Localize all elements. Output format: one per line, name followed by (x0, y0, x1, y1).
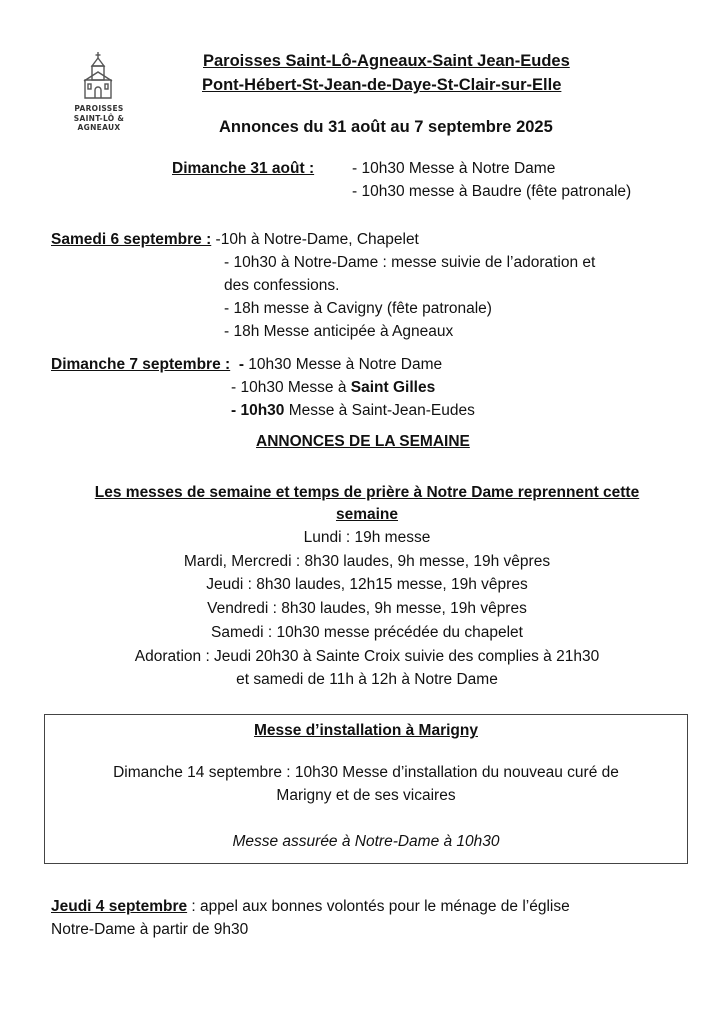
thursday-label: Jeudi 4 septembre (51, 898, 188, 915)
announce-title: Annonces du 31 août au 7 septembre 2025 (219, 118, 553, 136)
week-line-friday: Vendredi : 8h30 laudes, 9h messe, 19h vêpres (207, 600, 527, 617)
sunday7-third-bold: - 10h30 (231, 402, 285, 419)
saturday6-item-1: - 10h30 à Notre-Dame : messe suivie de l’adoration et (224, 254, 596, 271)
thursday-row (51, 895, 570, 918)
week-line-tue-wed: Mardi, Mercredi : 8h30 laudes, 9h messe, 19h vêpres (183, 553, 551, 570)
box-title: Messe d’installation à Marigny (254, 722, 478, 739)
week-line-saturday: Samedi : 10h30 messe précédée du chapelet (211, 624, 523, 641)
week-line-adoration-2: et samedi de 11h à 12h à Notre Dame (236, 671, 498, 688)
saturday6-label: Samedi 6 septembre : (51, 231, 212, 248)
sunday7-third-rest: Messe à Saint-Jean-Eudes (284, 402, 475, 419)
sunday31-label: Dimanche 31 août : (172, 160, 315, 177)
logo-line-1: PAROISSES (74, 104, 124, 113)
parish-logo (54, 52, 144, 132)
saturday6-first: -10h à Notre-Dame, Chapelet (211, 231, 419, 248)
thursday-line-2: Notre-Dame à partir de 9h30 (51, 921, 249, 938)
saturday6-row (51, 228, 419, 251)
week-line-monday: Lundi : 19h messe (303, 529, 431, 546)
box-italic-note: Messe assurée à Notre-Dame à 10h30 (232, 833, 500, 850)
sunday7-second (231, 376, 435, 399)
sunday7-first-dash: - (238, 356, 244, 373)
header-communes: Pont-Hébert-St-Jean-de-Daye-St-Clair-sur-Elle (202, 76, 562, 94)
installation-box (44, 714, 688, 864)
week-heading-1: Les messes de semaine et temps de prière à Notre Dame reprennent cette (94, 484, 640, 501)
sunday31-item-1: - 10h30 Messe à Notre Dame (352, 160, 556, 177)
saturday6-item-2: des confessions. (224, 277, 340, 294)
sunday31-item-2: - 10h30 messe à Baudre (fête patronale) (352, 183, 632, 200)
week-title: ANNONCES DE LA SEMAINE (256, 433, 470, 450)
saturday6-item-3: - 18h messe à Cavigny (fête patronale) (224, 300, 492, 317)
sunday7-first: 10h30 Messe à Notre Dame (243, 356, 443, 373)
sunday7-third (231, 399, 475, 422)
week-line-thursday: Jeudi : 8h30 laudes, 12h15 messe, 19h vêpres (206, 576, 528, 593)
week-heading-2: semaine (335, 506, 399, 523)
logo-line-2: SAINT-LÔ & AGNEAUX (73, 114, 125, 132)
header-parishes: Paroisses Saint-Lô-Agneaux-Saint Jean-Eudes (203, 52, 570, 70)
sunday7-second-bold: Saint Gilles (350, 379, 436, 396)
sunday7-label: Dimanche 7 septembre : (51, 356, 231, 373)
saturday6-item-4: - 18h Messe anticipée à Agneaux (224, 323, 454, 340)
sunday7-row (51, 353, 442, 376)
box-line-2: Marigny et de ses vicaires (276, 787, 456, 804)
box-line-1: Dimanche 14 septembre : 10h30 Messe d’installation du nouveau curé de (113, 764, 619, 781)
church-icon (54, 52, 144, 102)
week-line-adoration: Adoration : Jeudi 20h30 à Sainte Croix suivie des complies à 21h30 (134, 648, 600, 665)
thursday-rest: : appel aux bonnes volontés pour le ménage de l’église (187, 898, 570, 915)
sunday7-second-prefix: - 10h30 Messe à (231, 379, 351, 396)
